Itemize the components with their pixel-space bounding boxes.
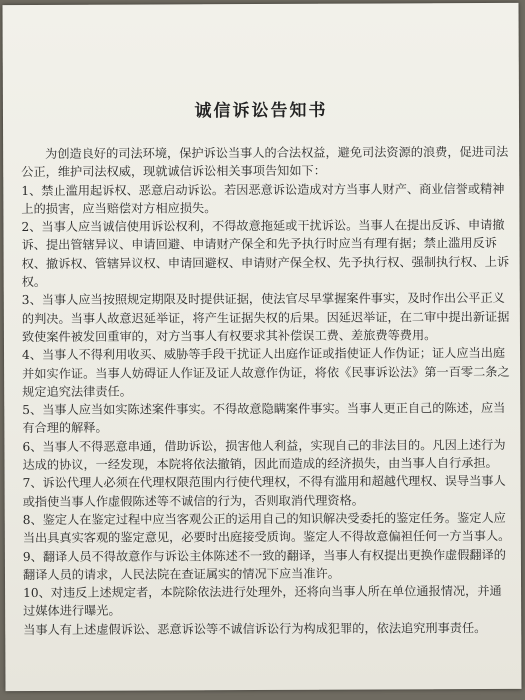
clause-4: 4、当事人不得利用收买、威胁等手段干扰证人出庭作证或指使证人作伪证；证人应当出庭并如实作证。当事人妨碍证人作证及证人故意作伪证，将依《民事诉讼法》第一百零二条之规定追究法律责任。 [22,346,510,399]
intro-paragraph: 为创造良好的司法环境，保护诉讼当事人的合法权益，避免司法资源的浪费，促进司法公正，维护司法权威，现就诚信诉讼相关事项告知如下： [21,144,509,180]
clause-3: 3、当事人应当按照规定期限及时提供证据，使法官尽早掌握案件事实，及时作出公平正义的判决。当事人故意迟延举证，将产生证据失权的后果。因延迟举证，在二审中提出新证据致使案件被发回重审的，对方当事人有权要求其补偿误工费、差旅费等费用。 [21,291,510,345]
clause-8: 8、鉴定人在鉴定过程中应当客观公正的运用自己的知识解决受委托的鉴定任务。鉴定人应当出具真实客观的鉴定意见，必要时出庭接受质询。鉴定人不得故意偏袒任何一方当事人。 [22,510,511,546]
notice-paper [3,3,522,691]
document-body [21,143,511,639]
document-title: 诚信诉讼告知书 [194,100,328,122]
clause-7: 7、诉讼代理人必须在代理权限范围内行使代理权，不得有滥用和超越代理权、误导当事人或指使当事人作虚假陈述等不诚信的行为，否则取消代理资格。 [22,474,506,509]
clause-5: 5、当事人应当如实陈述案件事实。不得故意隐瞒案件事实。当事人更正自己的陈述，应当有合理的解释。 [22,401,506,436]
closing-paragraph: 当事人有上述虚假诉讼、恶意诉讼等不诚信诉讼行为构成犯罪的，依法追究刑事责任。 [23,620,487,637]
clause-9: 9、翻译人员不得故意作与诉讼主体陈述不一致的翻译，当事人有权提出更换作虚假翻译的翻译人员的请求，人民法院在查证属实的情况下应当准许。 [22,547,507,582]
clause-6: 6、当事人不得恶意串通，借助诉讼，损害他人利益，实现自己的非法目的。凡因上述行为达成的协议，一经发现，本院将依法撤销，因此而造成的经济损失，由当事人自行承担。 [22,437,506,473]
clause-1: 1、禁止滥用起诉权、恶意启动诉讼。若因恶意诉讼造成对方当事人财产、商业信誉或精神上的损害，应当赔偿对方相应损失。 [21,181,505,216]
clause-2: 2、当事人应当诚信使用诉讼权利，不得故意拖延或干扰诉讼。当事人在提出反诉、申请撤诉、提出管辖异议、申请回避、申请财产保全和先予执行时应当有理有据；禁止滥用反诉权、撤诉权、管辖异议权、申请回避权、申请财产保全权、先予执行权、强制执行权、上诉权。 [21,218,510,290]
clause-10: 10、对违反上述规定者，本院除依法进行处理外，还将向当事人所在单位通报情况，并通过媒体进行曝光。 [23,584,502,619]
